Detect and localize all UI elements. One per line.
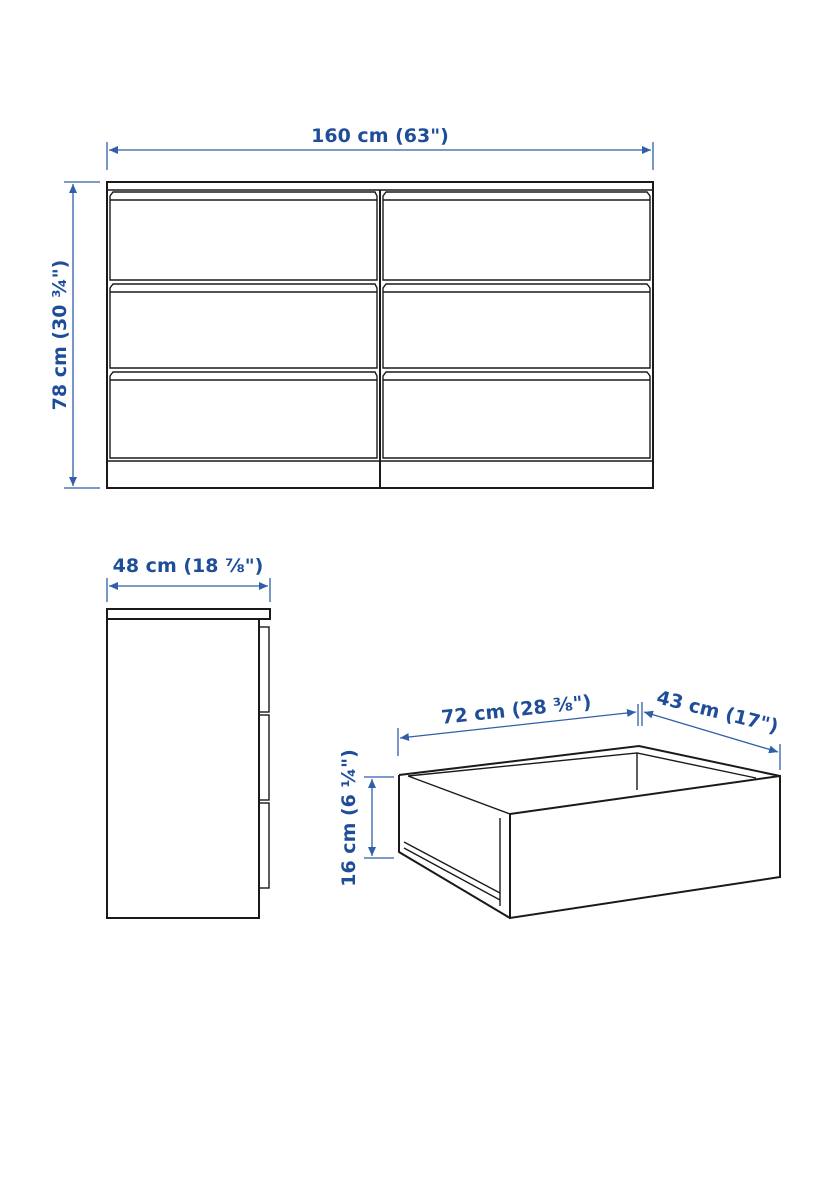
drawer-height-dimension	[338, 749, 394, 887]
drawer-depth-label: 43 cm (17")	[654, 686, 781, 738]
drawer-front-right-1	[383, 192, 650, 280]
drawer-front-left-1	[110, 192, 377, 280]
side-view	[107, 555, 270, 918]
drawer-front-right-2	[383, 284, 650, 368]
drawer-view	[338, 686, 780, 918]
front-height-label: 78 cm (30 ¾")	[49, 259, 71, 411]
drawer-box-outline	[399, 746, 780, 918]
front-view	[49, 125, 653, 488]
drawer-front-right-3	[383, 372, 650, 458]
side-depth-label: 48 cm (18 ⅞")	[112, 555, 264, 577]
drawer-front-left-2	[110, 284, 377, 368]
drawer-depth-dimension	[642, 686, 780, 770]
front-width-label: 160 cm (63")	[311, 125, 449, 147]
drawer-width-dimension	[398, 691, 638, 756]
front-height-dimension	[49, 182, 100, 488]
drawer-front-left-3	[110, 372, 377, 458]
drawer-height-label: 16 cm (6 ¼")	[338, 749, 360, 887]
front-width-dimension	[107, 125, 653, 170]
dresser-side-outline	[107, 609, 270, 918]
dresser-front-outline	[107, 182, 653, 488]
drawer-width-label: 72 cm (28 ⅜")	[440, 691, 593, 729]
side-depth-dimension	[107, 555, 270, 602]
